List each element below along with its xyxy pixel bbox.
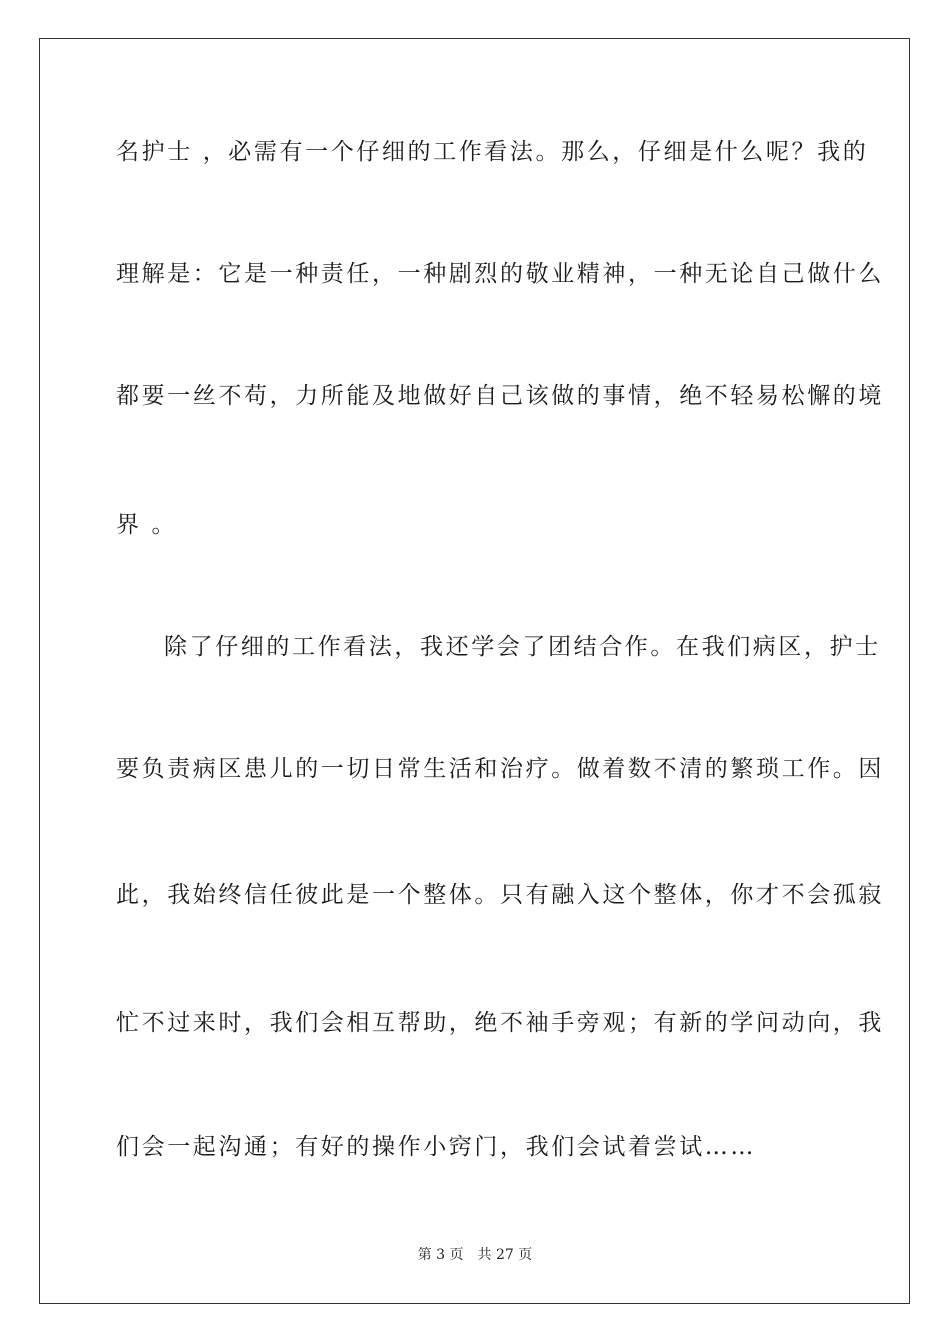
- text-line-7: 此，我始终信任彼此是一个整体。只有融入这个整体，你才不会孤寂: [116, 882, 884, 908]
- text-line-9: 们会一起沟通；有好的操作小窍门，我们会试着尝试……: [116, 1134, 756, 1160]
- page-frame: [39, 38, 910, 1304]
- text-line-2: 理解是：它是一种责任，一种剧烈的敬业精神，一种无论自己做什么: [116, 261, 884, 287]
- page-number: 第 3 页: [417, 1247, 464, 1263]
- page-footer: [0, 1246, 950, 1264]
- text-line-4: 界 。: [116, 512, 178, 538]
- text-line-1: 名护士 ，必需有一个仔细的工作看法。那么，仔细是什么呢？我的: [116, 139, 869, 165]
- total-pages: 共 27 页: [477, 1247, 533, 1263]
- text-line-6: 要负责病区患儿的一切日常生活和治疗。做着数不清的繁琐工作。因: [116, 756, 884, 782]
- text-line-5: 除了仔细的工作看法，我还学会了团结合作。在我们病区，护士: [164, 634, 881, 660]
- text-line-8: 忙不过来时，我们会相互帮助，绝不袖手旁观；有新的学问动向，我: [116, 1010, 884, 1036]
- text-line-3: 都要一丝不苟，力所能及地做好自己该做的事情，绝不轻易松懈的境: [116, 383, 884, 409]
